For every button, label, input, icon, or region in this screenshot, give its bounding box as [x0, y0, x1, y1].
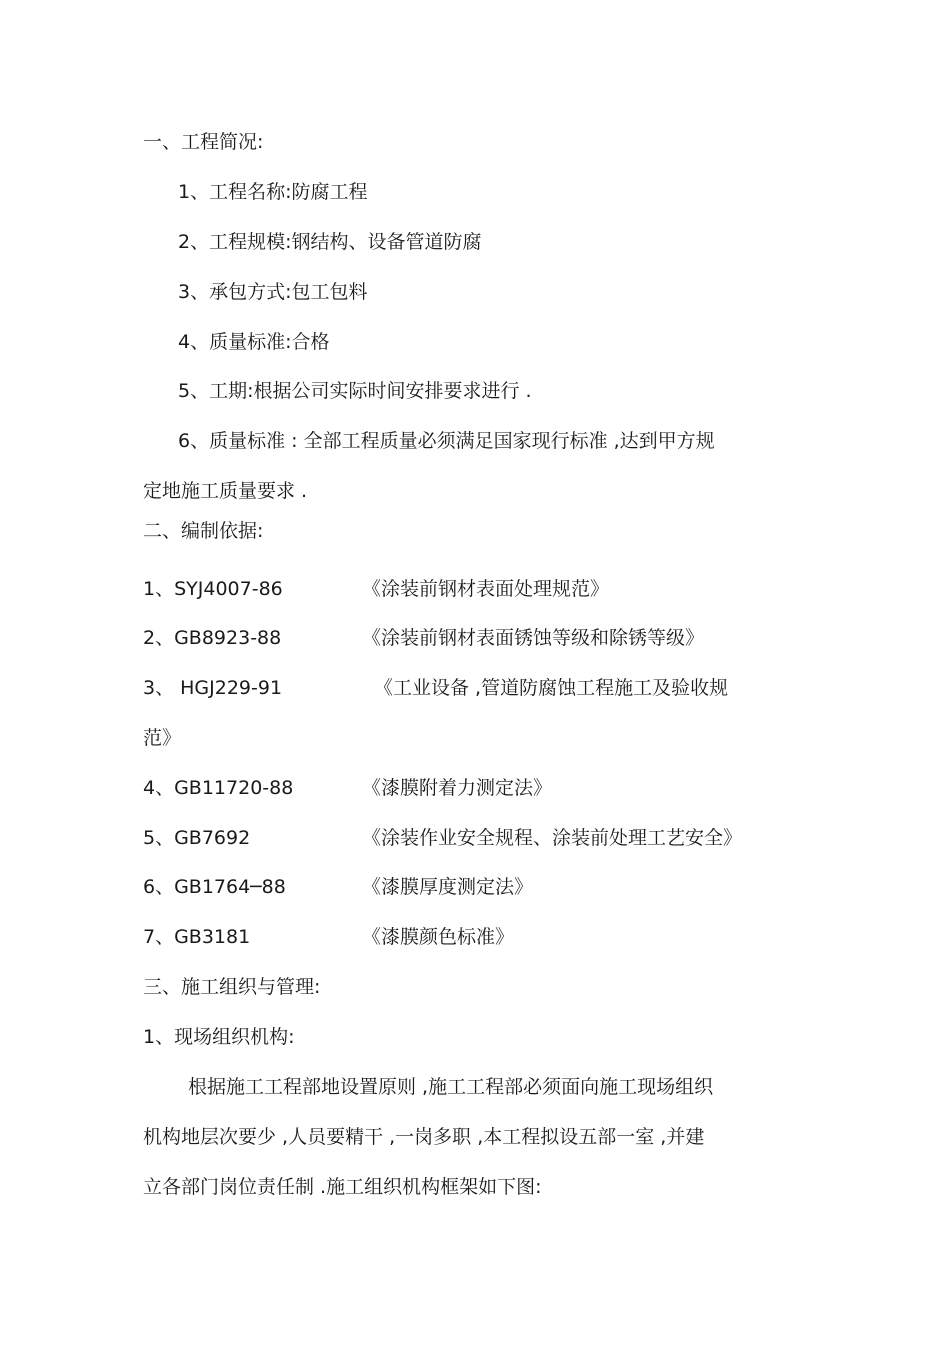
section-1-item-2: 2、工程规模:钢结构、设备管道防腐	[178, 231, 482, 253]
section-1-item-1: 1、工程名称:防腐工程	[178, 181, 368, 203]
ref-3-code: 3、 HGJ229-91	[143, 677, 283, 699]
section-1-item-3: 3、承包方式:包工包料	[178, 281, 368, 303]
ref-1-title: 《涂装前钢材表面处理规范》	[362, 578, 610, 600]
ref-6-code: 6、GB1764─88	[143, 876, 286, 898]
section-1-item-6-line-2: 定地施工质量要求 .	[143, 480, 308, 502]
ref-7-title: 《漆膜颜色标准》	[362, 926, 515, 948]
section-1-item-5: 5、工期:根据公司实际时间安排要求进行 .	[178, 380, 532, 402]
ref-4-title: 《漆膜附着力测定法》	[362, 777, 553, 799]
ref-5-title: 《涂装作业安全规程、涂装前处理工艺安全》	[362, 827, 743, 849]
ref-5-code: 5、GB7692	[143, 827, 251, 849]
section-1-item-4: 4、质量标准:合格	[178, 331, 330, 353]
ref-2-title: 《涂装前钢材表面锈蚀等级和除锈等级》	[362, 627, 705, 649]
section-3-sub-1-heading: 1、现场组织机构:	[143, 1026, 295, 1048]
ref-3-title: 《工业设备 ,管道防腐蚀工程施工及验收规	[374, 677, 729, 699]
ref-7-code: 7、GB3181	[143, 926, 251, 948]
section-1-heading: 一、工程简况:	[143, 131, 264, 153]
ref-6-title: 《漆膜厚度测定法》	[362, 876, 534, 898]
ref-4-code: 4、GB11720-88	[143, 777, 294, 799]
section-1-item-6-line-1: 6、质量标准 : 全部工程质量必须满足国家现行标准 ,达到甲方规	[178, 430, 715, 452]
section-3-paragraph-line-1: 根据施工工程部地设置原则 ,施工工程部必须面向施工现场组织	[188, 1076, 714, 1098]
section-3-heading: 三、施工组织与管理:	[143, 976, 321, 998]
ref-1-code: 1、SYJ4007-86	[143, 578, 283, 600]
section-3-paragraph-line-2: 机构地层次要少 ,人员要精干 ,一岗多职 ,本工程拟设五部一室 ,并建	[143, 1126, 705, 1148]
section-2-heading: 二、编制依据:	[143, 520, 264, 542]
ref-2-code: 2、GB8923-88	[143, 627, 282, 649]
section-3-paragraph-line-3: 立各部门岗位责任制 .施工组织机构框架如下图:	[143, 1176, 542, 1198]
ref-3-continuation: 范》	[143, 727, 182, 749]
